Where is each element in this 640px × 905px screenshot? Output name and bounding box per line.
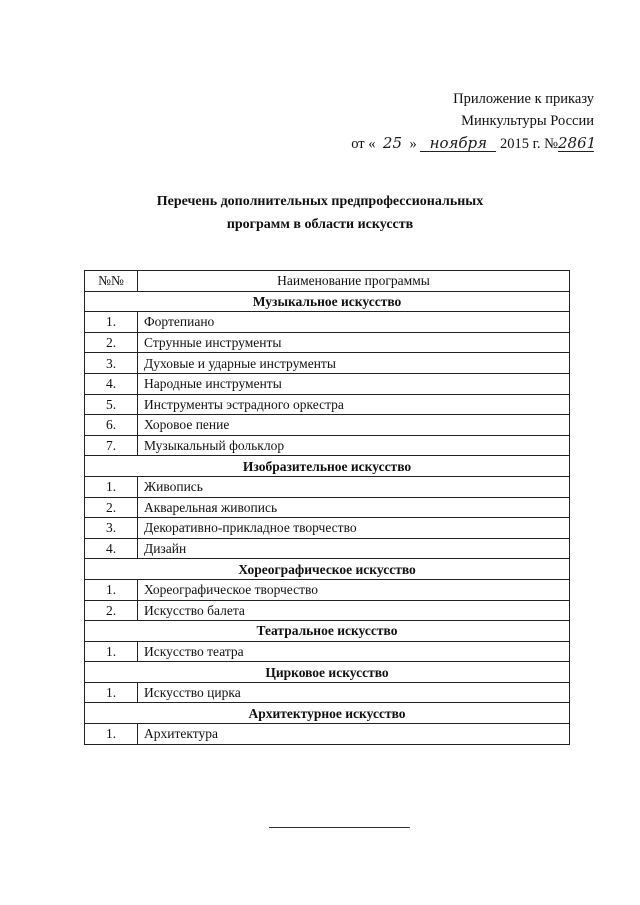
table-row [85, 332, 570, 353]
programs-table-body [85, 291, 570, 744]
order-mid: » [409, 136, 417, 152]
program-name: Духовые и ударные инструменты [138, 353, 570, 374]
program-name: Акварельная живопись [138, 497, 570, 518]
row-number: 2. [85, 600, 138, 621]
row-number: 2. [85, 497, 138, 518]
section-row [85, 621, 570, 642]
program-name: Инструменты эстрадного оркестра [138, 394, 570, 415]
table-row [85, 518, 570, 539]
program-name: Архитектура [138, 724, 570, 745]
section-title: Музыкальное искусство [85, 291, 570, 312]
order-year: 2015 г. [499, 136, 541, 152]
program-name: Хоровое пение [138, 415, 570, 436]
section-title: Архитектурное искусство [85, 703, 570, 724]
row-number: 1. [85, 682, 138, 703]
closing-rule [269, 827, 410, 828]
title-line-2: программ в области искусств [226, 217, 414, 232]
document-title [0, 190, 640, 236]
program-name: Хореографическое творчество [138, 579, 570, 600]
row-number: 7. [85, 435, 138, 456]
table-row [85, 538, 570, 559]
column-header-name: Наименование программы [138, 271, 570, 292]
section-title: Театральное искусство [85, 621, 570, 642]
program-name: Дизайн [138, 538, 570, 559]
section-title: Изобразительное искусство [85, 456, 570, 477]
row-number: 1. [85, 579, 138, 600]
header-line-1: Приложение к приказу [453, 91, 594, 107]
table-row [85, 312, 570, 333]
section-row [85, 291, 570, 312]
section-row [85, 662, 570, 683]
row-number: 1. [85, 312, 138, 333]
header-line-2: Минкультуры России [461, 113, 594, 129]
section-title: Хореографическое искусство [85, 559, 570, 580]
order-number-label: № [544, 136, 558, 152]
row-number: 6. [85, 415, 138, 436]
row-number: 2. [85, 332, 138, 353]
program-name: Декоративно-прикладное творчество [138, 518, 570, 539]
column-header-number: №№ [85, 271, 138, 292]
row-number: 1. [85, 724, 138, 745]
table-row [85, 353, 570, 374]
row-number: 4. [85, 373, 138, 394]
table-row [85, 600, 570, 621]
table-row [85, 579, 570, 600]
program-name: Фортепиано [138, 312, 570, 333]
order-line [351, 132, 597, 155]
row-number: 1. [85, 476, 138, 497]
table-row [85, 476, 570, 497]
section-row [85, 703, 570, 724]
order-number-handwritten: 2861 [558, 134, 597, 152]
row-number: 1. [85, 641, 138, 662]
order-prefix: от « [351, 136, 376, 152]
program-name: Струнные инструменты [138, 332, 570, 353]
table-row [85, 373, 570, 394]
program-name: Народные инструменты [138, 373, 570, 394]
table-row [85, 641, 570, 662]
row-number: 5. [85, 394, 138, 415]
table-row [85, 415, 570, 436]
table-row [85, 497, 570, 518]
table-row [85, 435, 570, 456]
programs-table [84, 270, 570, 745]
program-name: Искусство балета [138, 600, 570, 621]
section-title: Цирковое искусство [85, 662, 570, 683]
program-name: Искусство театра [138, 641, 570, 662]
table-header-row [85, 271, 570, 292]
row-number: 3. [85, 518, 138, 539]
table-row [85, 394, 570, 415]
row-number: 4. [85, 538, 138, 559]
row-number: 3. [85, 353, 138, 374]
document-header [351, 88, 597, 155]
table-row [85, 682, 570, 703]
order-month-handwritten: ноября [420, 135, 496, 152]
order-day-handwritten: 25 [382, 134, 403, 152]
program-name: Живопись [138, 476, 570, 497]
program-name: Искусство цирка [138, 682, 570, 703]
title-line-1: Перечень дополнительных предпрофессиональных [156, 194, 484, 209]
section-row [85, 559, 570, 580]
section-row [85, 456, 570, 477]
table-row [85, 724, 570, 745]
program-name: Музыкальный фольклор [138, 435, 570, 456]
